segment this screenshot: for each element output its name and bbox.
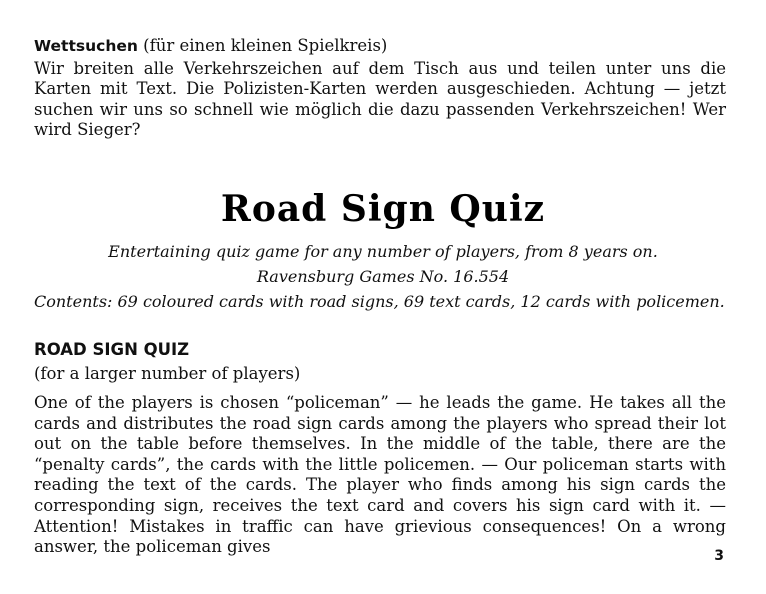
section-subtitle: (for a larger number of players) [34,364,301,383]
page-number: 3 [714,548,724,564]
game-number: Ravensburg Games No. 16.554 [256,267,510,286]
section-body: One of the players is chosen “policeman” — he leads the game. He takes all the cards and distributes the road sign cards among the players who spread their lot out on the table before themselves. In the middle of the table, there are the “penalty cards”, the cards with the little policemen. — Our policeman starts with reading the text of the cards. The player who finds among his sign cards the corresponding sign, receives the text card and covers his sign card with it. — Attention! Mistakes in traffic can have grievious consequences! On a wrong answer, the policeman gives [34,393,726,557]
german-body: Wir breiten alle Verkehrszeichen auf dem Tisch aus und teilen unter uns die Karten mit Text. Die Polizisten-Karten werden ausgeschieden. Achtung — jetzt suchen wir uns so schnell wie möglich die dazu passenden Verkehrszeichen! Wer wird Sieger? [34,58,726,140]
section-body-block [34,393,726,558]
german-title: Wettsuchen [34,37,138,55]
page-title: Road Sign Quiz [220,188,546,230]
intro-line: Entertaining quiz game for any number of players, from 8 years on. [108,242,658,261]
section-title: ROAD SIGN QUIZ [34,340,190,359]
german-section [34,36,726,141]
german-heading [34,36,726,57]
german-subtitle: (für einen kleinen Spielkreis) [143,36,388,55]
contents-line: Contents: 69 coloured cards with road signs, 69 text cards, 12 cards with policemen. [34,292,725,311]
